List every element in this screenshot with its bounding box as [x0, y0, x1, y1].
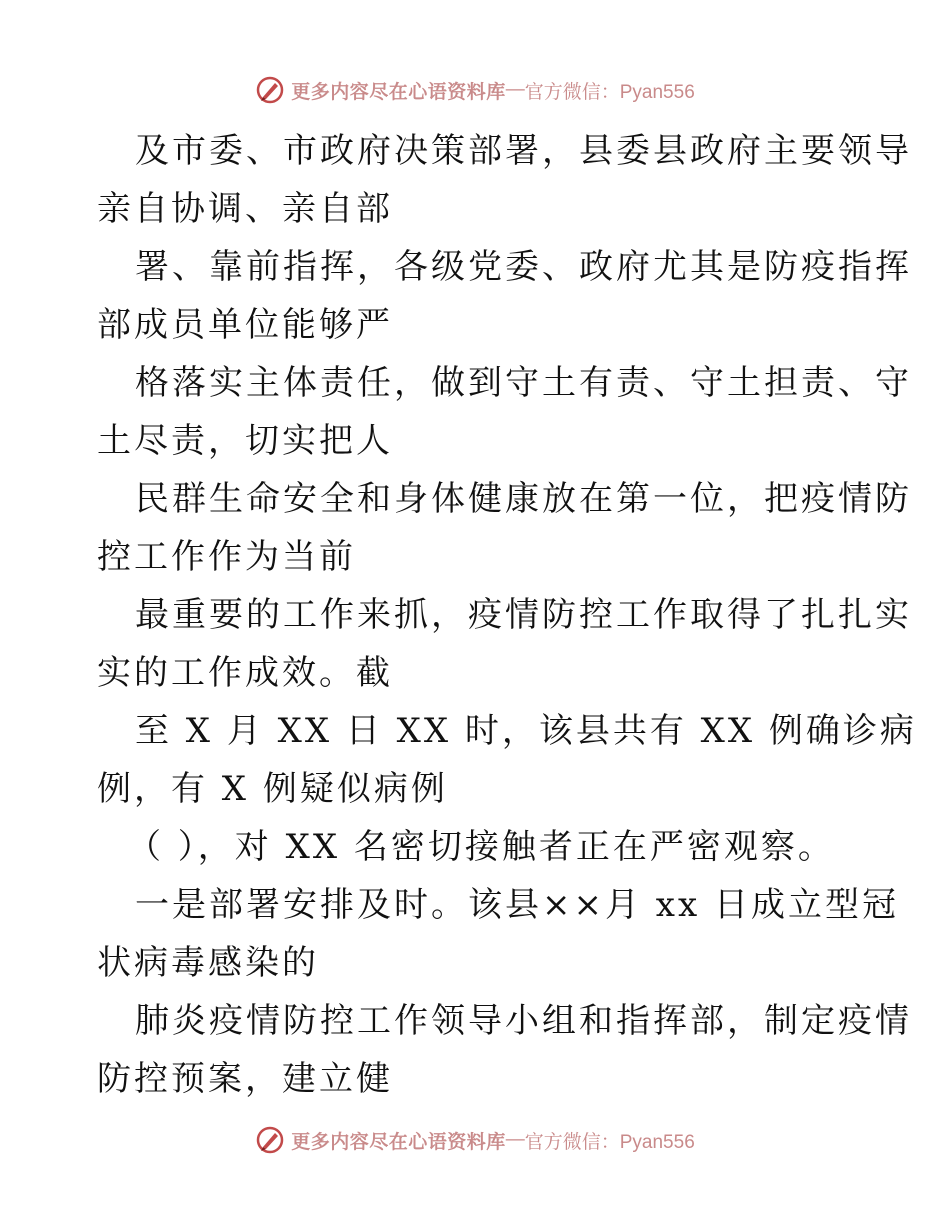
pen-logo-icon — [255, 1125, 285, 1155]
text-line: 例，有 X 例疑似病例 — [97, 769, 448, 809]
text-line: 及市委、市政府决策部署，县委县政府主要领导 — [135, 131, 912, 171]
document-body — [97, 122, 917, 1108]
watermark-brand: 更多内容尽在心语资料库 — [291, 1130, 506, 1153]
text-line: 至 X 月 XX 日 XX 时，该县共有 XX 例确诊病 — [135, 711, 917, 751]
header-watermark — [0, 70, 950, 110]
text-line: 状病毒感染的 — [97, 943, 319, 983]
text-line: （ ），对 XX 名密切接触者正在严密观察。 — [127, 827, 835, 867]
pen-logo-icon — [255, 75, 285, 105]
text-line: 防控预案，建立健 — [97, 1059, 393, 1099]
text-line: 土尽责，切实把人 — [97, 421, 393, 461]
watermark-wechat: 官方微信：Pyan556 — [524, 81, 695, 103]
text-line: 最重要的工作来抓，疫情防控工作取得了扎扎实 — [135, 595, 912, 635]
text-line: 部成员单位能够严 — [97, 305, 393, 345]
text-line: 民群生命安全和身体健康放在第一位，把疫情防 — [135, 479, 912, 519]
watermark-separator: — — [505, 1129, 525, 1150]
watermark-wechat: 官方微信：Pyan556 — [524, 1131, 695, 1153]
text-line: 署、靠前指挥，各级党委、政府尤其是防疫指挥 — [135, 247, 912, 287]
text-line: 亲自协调、亲自部 — [97, 189, 393, 229]
text-line: 一是部署安排及时。该县××月 xx 日成立型冠 — [135, 885, 899, 925]
text-line: 格落实主体责任，做到守土有责、守土担责、守 — [135, 363, 912, 403]
watermark-separator: — — [505, 79, 525, 100]
text-line: 实的工作成效。截 — [97, 653, 393, 693]
footer-watermark — [0, 1120, 950, 1160]
text-line: 控工作作为当前 — [97, 537, 356, 577]
watermark-brand: 更多内容尽在心语资料库 — [291, 80, 506, 103]
text-line: 肺炎疫情防控工作领导小组和指挥部，制定疫情 — [135, 1001, 912, 1041]
